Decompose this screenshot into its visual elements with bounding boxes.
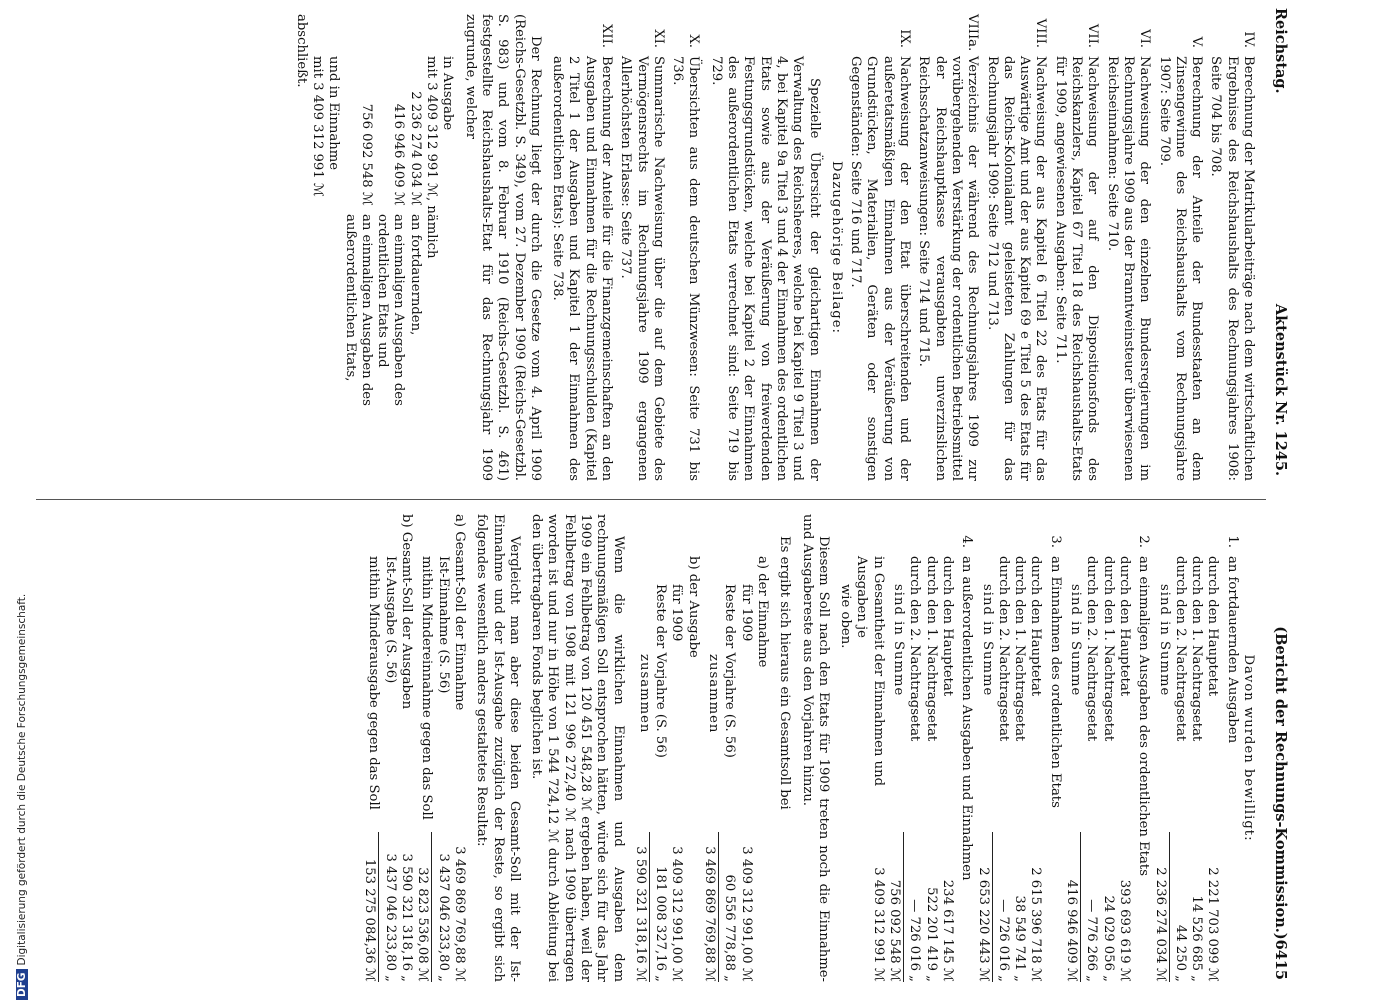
amount-row: durch den Hauptetat 2 221 703 099 ℳ bbox=[1205, 556, 1221, 982]
ausgabe-total: mit 3 409 312 991 ℳ, nämlich bbox=[424, 56, 440, 259]
closing-paragraph: Der Rechnung liegt der durch die Gesetze vom 4. April 1909 (Reichs-Gesetzbl. S. 349), vom 27. Dezember 1909 (Reichs-Gesetzbl. S. 983) und vom 8. Februar 1910 (Reichs-Gesetzbl. S. 461) festgestellte Reichshaushalts-Etat für das Rechnungsjahr 1909 zugrunde, welcher bbox=[462, 14, 543, 481]
amount-row: durch den 2. Nachtragsetat — 776 266 „ bbox=[1084, 556, 1100, 982]
sum-row: zusammen 3 469 869 769,88 ℳ bbox=[702, 654, 722, 982]
amount-row: durch den Hauptetat 2 615 396 718 ℳ bbox=[1028, 556, 1044, 982]
amount-row: durch den 2. Nachtragsetat — 726 016 „ bbox=[995, 556, 1011, 982]
section-heading: 1. an fortdauernden Ausgaben bbox=[1224, 535, 1240, 744]
list-item: V. Berechnung der Anteile der Bundesstaaten an dem Zinsengewinne des Reichshaushalts vom Rechnungsjahre 1907: Seite 709. bbox=[1156, 36, 1205, 481]
right-column bbox=[36, 500, 1266, 1000]
einnahme-total: mit 3 409 312 991 ℳ bbox=[309, 56, 325, 197]
credit-text: Digitalisierung gefördert durch die Deutsche Forschungsgemeinschaft. bbox=[16, 593, 28, 966]
list-item: X. Übersichten aus dem deutschen Münzwesen: Seite 731 bis 736. bbox=[670, 34, 702, 481]
gesamtheit-note: wie oben. bbox=[838, 584, 854, 649]
amount-row: für 1909 3 409 312 991,00 ℳ bbox=[738, 584, 754, 982]
page-header bbox=[1266, 0, 1288, 1000]
comparison-row: b) Gesamt-Soll der Ausgaben 3 590 321 318,16 „ bbox=[399, 514, 415, 982]
amount-row: durch den 1. Nachtragsetat 522 201 419 „ bbox=[923, 556, 939, 982]
paragraph: Wenn die wirklichen Einnahmen und Ausgaben dem rechnungsmäßigen Soll entsprochen hätten, würde sich für das Jahr 1909 ein Fehlbetrag von 120 451 548,28 ℳ ergeben haben, weil der Fehlbetrag von 1908 mit 121 996 272,40 ℳ nach 1909 übertragen worden ist und nur in Höhe von 1 544 724,12 ℳ durch Ableitung bei den übertragbaren Fonds beglichen ist. bbox=[529, 514, 626, 982]
amount-row: durch den 2. Nachtragsetat — 726 016 „ bbox=[907, 556, 923, 982]
amount-row: durch den 1. Nachtragsetat 24 029 056 „ bbox=[1100, 556, 1116, 982]
comparison-row: a) Gesamt-Soll der Einnahme 3 469 869 769,88 ℳ bbox=[451, 514, 467, 982]
und-in-einnahme: und in Einnahme bbox=[326, 56, 342, 171]
abschliesst: abschließt. bbox=[293, 14, 309, 88]
sum-row: sind in Summe 2 653 220 443 ℳ bbox=[975, 584, 995, 982]
amount-row: durch den Hauptetat 393 693 619 ℳ bbox=[1116, 556, 1132, 982]
page-number: 6415 bbox=[1272, 939, 1289, 980]
list-item: VIII. Nachweisung der aus Kapitel 6 Titel 22 des Etats für das Auswärtige Amt und der aus Kapitel 69 e Titel 5 des Etats für das Reichs-Kolonialamt geleisteten Zahlungen für das Rechnungsjahr 1909: Seite 712 und 713. bbox=[984, 18, 1049, 481]
section-heading: 3. an Einnahmen des ordentlichen Etats bbox=[1047, 535, 1063, 808]
amount-row: für 1909 3 409 312 991,00 ℳ bbox=[669, 584, 685, 982]
amount-row: Reste der Vorjahre (S. 56) 181 008 327,16 „ bbox=[653, 584, 669, 982]
section-heading: 2. an einmaligen Ausgaben des ordentlichen Etats bbox=[1136, 535, 1152, 876]
list-item: IX. Nachweisung der den Etat überschreitenden und der außeretatsmäßigen Einnahmen aus der Veräußerung von Grundstücken, Materialien, Geräten oder sonstigen Gegenständen: Seite 716 und 717. bbox=[848, 29, 913, 481]
header-right-title: (Bericht der Rechnungs-Kommission.) bbox=[1272, 626, 1289, 940]
paragraph: Vergleicht man aber diese beiden Gesamt-Soll mit der Ist-Einnahme und der Ist-Ausgabe zuzüglich der Reste, so ergibt sich folgendes wesentlich anders gestaltetes Resultat: bbox=[474, 514, 522, 982]
header-left: Reichstag. bbox=[1272, 8, 1289, 94]
list-item: XI. Summarische Nachweisung über die auf dem Gebiete des Vermögensrechts im Rechnungsjahre 1909 ergangenen Allerhöchsten Erlasse: Seite 737. bbox=[618, 29, 666, 481]
intro: Davon wurden bewilligt: bbox=[1241, 654, 1256, 842]
gesamtheit-row: in Gesamtheit der Einnahmen und Ausgaben je 3 409 312 991 ℳ bbox=[854, 556, 886, 982]
b-label: b) der Ausgabe bbox=[685, 556, 701, 658]
in-ausgabe: in Ausgabe bbox=[440, 56, 456, 131]
header-center: Aktenstück Nr. 1245. bbox=[1272, 303, 1289, 477]
list-item: IV. Berechnung der Matrikularbeiträge nach dem wirtschaftlichen Ergebnisse des Reichshaushalts des Rechnungsjahres 1908: Seite 704 bis 708. bbox=[1208, 31, 1256, 481]
comparison-row: Ist-Einnahme (S. 56) 3 437 046 233,80 „ bbox=[435, 556, 451, 982]
amount-row: durch den 1. Nachtragsetat 38 549 741 „ bbox=[1012, 556, 1028, 982]
amount-row: durch den 1. Nachtragsetat 14 526 685 „ bbox=[1189, 556, 1205, 982]
document-page bbox=[2, 0, 1292, 1000]
paragraph: Diesem Soll nach den Etats für 1909 treten noch die Einnahme- und Ausgabereste aus den Vorjahren hinzu. bbox=[799, 514, 831, 982]
amount-row: durch den 2. Nachtragsetat 44 250 „ bbox=[1172, 556, 1188, 982]
section-heading: 4. an außerordentlichen Ausgaben und Einnahmen bbox=[959, 535, 975, 881]
dfg-logo: DFG bbox=[16, 969, 28, 1000]
sum-row: sind in Summe 416 946 409 ℳ bbox=[1064, 584, 1084, 982]
a-label: a) der Einnahme bbox=[754, 556, 770, 668]
sum-row: sind in Summe 2 236 274 034 ℳ bbox=[1152, 584, 1172, 982]
sum-row: zusammen 3 590 321 318,16 ℳ bbox=[632, 654, 652, 982]
digitization-credit bbox=[16, 0, 32, 1000]
ausgabe-row: 416 946 409 ℳ an einmaligen Ausgaben des ordentlichen Etats und bbox=[375, 103, 407, 406]
comparison-row: mithin Minderausgabe gegen das Soll 153 275 084,36 ℳ bbox=[362, 556, 382, 982]
list-item: VI. Nachweisung der den einzelnen Bundesregierungen im Rechnungsjahre 1909 aus der Branntweinsteuer überwiesenen Reichseinnahmen: Seite 710. bbox=[1104, 29, 1153, 481]
ix-sub-heading: Dazugehörige Beilage: bbox=[828, 161, 844, 334]
left-column bbox=[36, 0, 1266, 500]
ausgabe-row: 2 236 274 034 ℳ an fortdauernden, bbox=[407, 91, 423, 336]
amount-row: Reste der Vorjahre (S. 56) 60 556 778,88 „ bbox=[722, 584, 738, 982]
sum-row: sind in Summe 756 092 548 ℳ bbox=[887, 584, 907, 982]
list-item: VIIIa. Verzeichnis der während des Rechnungsjahres 1909 zur vorübergehenden Verstärkung der ordentlichen Betriebsmittel der Reichshauptkasse verausgabten unverzinslichen Reichsschatzanweisungen: Seite 714 und 715. bbox=[916, 14, 981, 481]
comparison-row: Ist-Ausgabe (S. 56) 3 437 046 233,80 „ bbox=[382, 556, 398, 982]
amount-row: durch den Hauptetat 234 617 145 ℳ bbox=[939, 556, 955, 982]
paragraph: Es ergibt sich hieraus ein Gesamtsoll bei bbox=[777, 536, 793, 810]
list-item: XII. Berechnung der Anteile für die Finanzgemeinschaften an den Ausgaben und Einnahmen für die Rechnungsschulden (Kapitel 2 Titel 1 der Ausgaben und Kapitel 1 der Einnahmen des außerordentlichen Etats): Seite 738. bbox=[550, 24, 615, 481]
list-item: VII. Nachweisung der auf den Dispositionsfonds des Reichskanzlers, Kapitel 67 Titel 18 des Reichshaushalts-Etats für 1909, angewiesenen Ausgaben: Seite 711. bbox=[1052, 23, 1101, 481]
comparison-row: mithin Mindereinnahme gegen das Soll 32 823 536,08 ℳ bbox=[415, 556, 435, 982]
ix-sub-text: Spezielle Übersicht der gleichartigen Einnahmen der Verwaltung des Reichsheeres, welche bei Kapitel 9 Titel 3 und 4, bei Kapitel 9a Titel 3 und 4 der Einnahmen des ordentlichen Etats sowie aus der Veräußerung von freiwerdenden Festungsgrundstücken, welche bei Kapitel 2 der Einnahmen des außerordentlichen Etats verrechnet sind: Seite 719 bis 729. bbox=[708, 56, 822, 481]
ausgabe-row: 756 092 548 ℳ an einmaligen Ausgaben des außerordentlichen Etats, bbox=[342, 103, 374, 406]
